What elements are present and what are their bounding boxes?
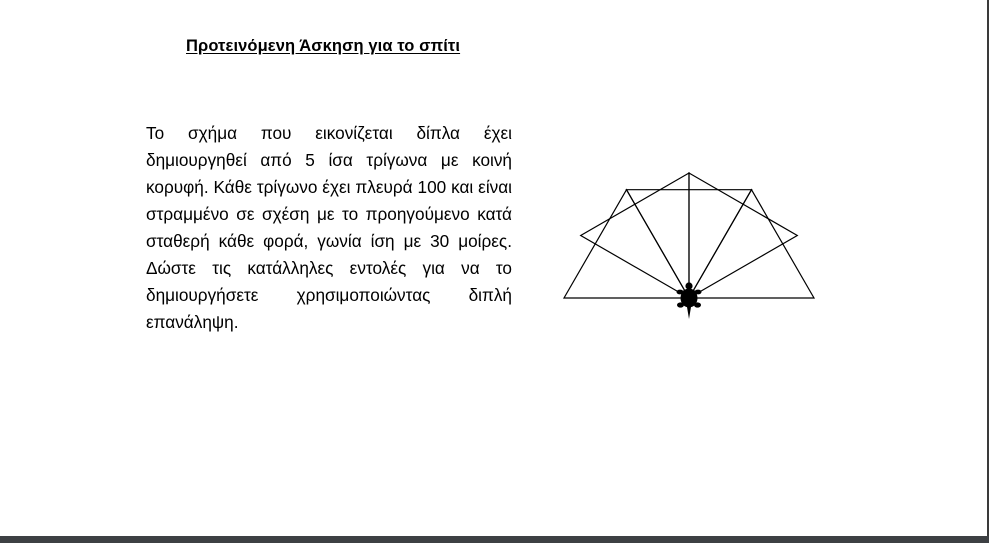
- turtle-icon: [677, 282, 702, 319]
- triangle-1: [689, 190, 814, 298]
- triangle-4: [581, 173, 689, 298]
- triangle-2: [689, 173, 797, 298]
- exercise-title: Προτεινόμενη Άσκηση για το σπίτι: [186, 37, 461, 55]
- triangle-5: [564, 190, 689, 298]
- triangles-figure: [560, 135, 825, 325]
- exercise-description: Το σχήμα που εικονίζεται δίπλα έχει δημιουργηθεί από 5 ίσα τρίγωνα με κοινή κορυφή. Κάθε τρίγωνο έχει πλευρά 100 και είναι στραμμένο σε σχέση με το προηγούμενο κατά σταθερή κάθε φορά, γωνία ίση με 30 μοίρες. Δώστε τις κατάλληλες εντολές για να το δημιουργήσετε χρησιμοποιώντας διπλή επανάληψη.: [146, 123, 512, 332]
- triangle-group: [564, 173, 814, 298]
- bottom-bar: [0, 536, 989, 543]
